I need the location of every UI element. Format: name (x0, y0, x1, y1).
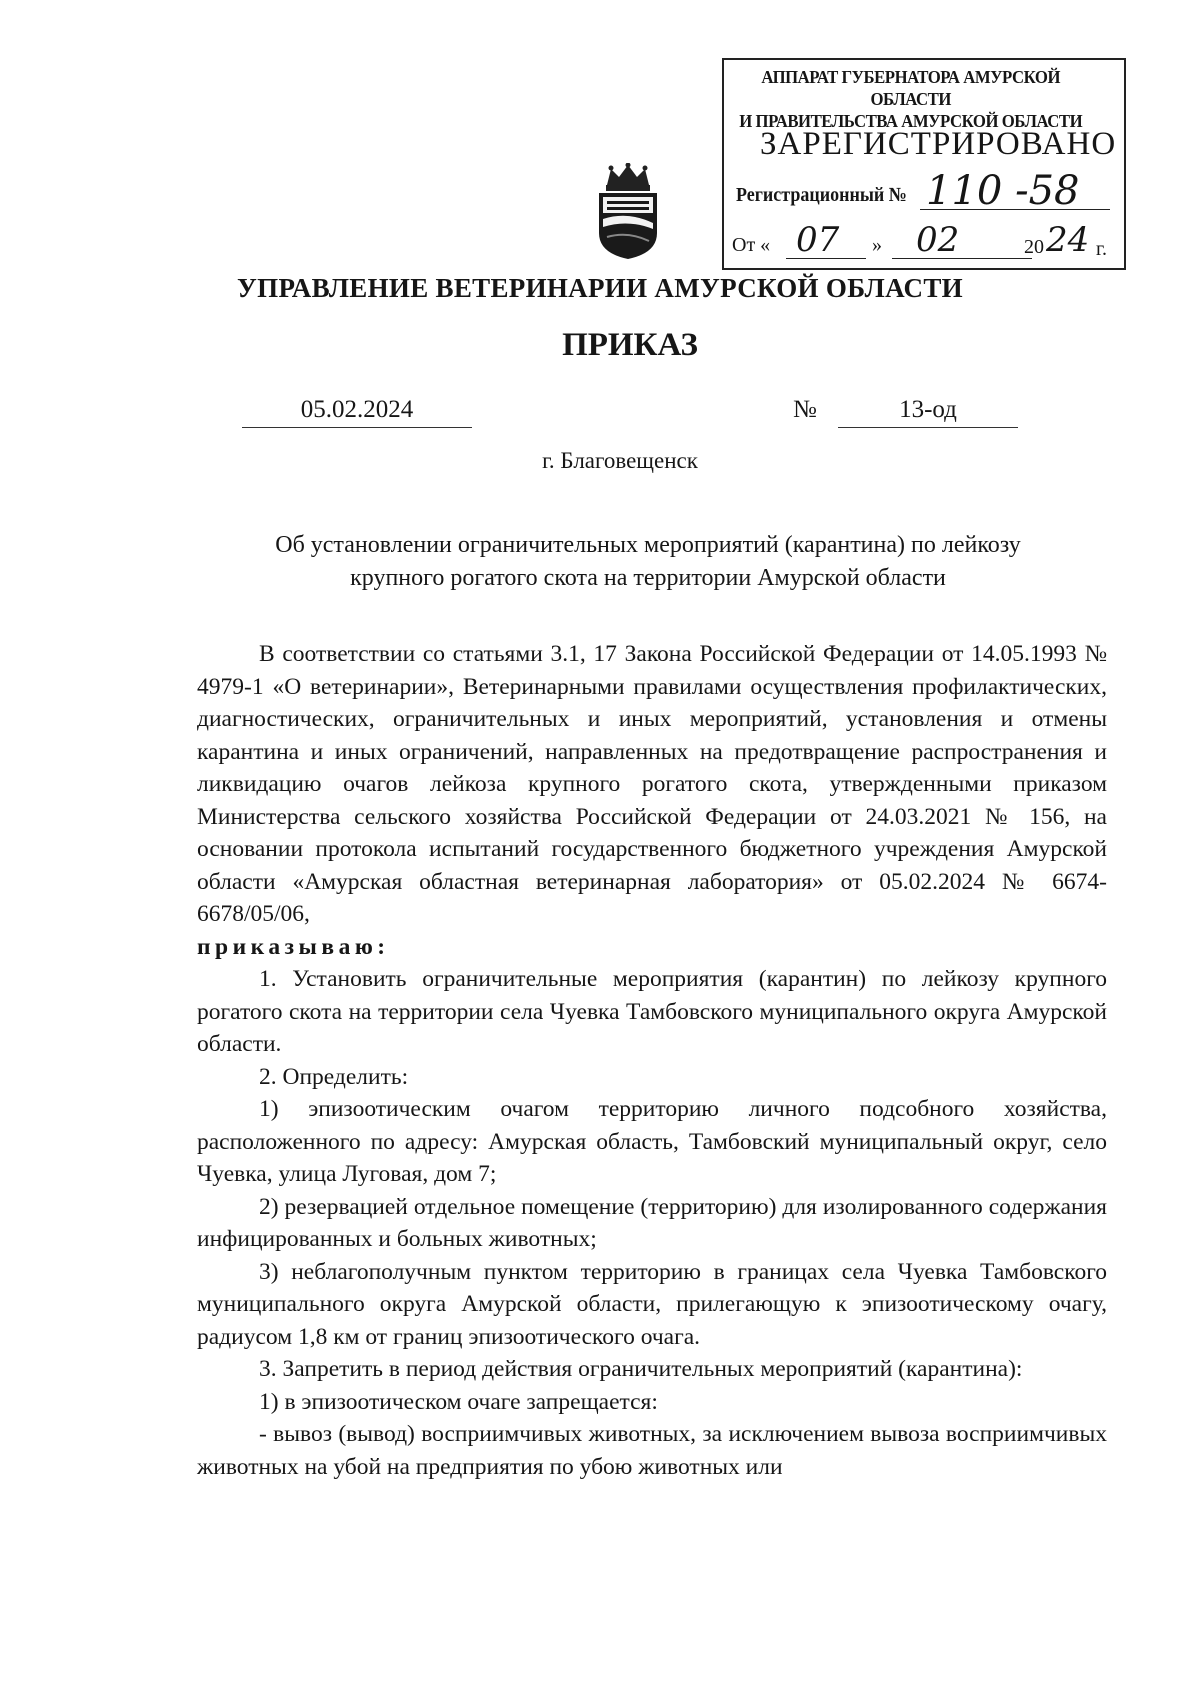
item-3-1-paragraph: 1) в эпизоотическом очаге запрещается: (259, 1388, 658, 1415)
stamp-month: 02 (916, 220, 960, 260)
order-subject (228, 529, 1068, 595)
item-3-1-a-paragraph: - вывоз (вывод) восприимчивых животных, за исключением вывоза восприимчивых животных на убой на предприятия по убою животных или (197, 1421, 1107, 1480)
stamp-year-suffix: 24 (1046, 220, 1090, 260)
item-2-1-paragraph: 1) эпизоотическим очагом территорию личного подсобного хозяйства, расположенного по адресу: Амурская область, Тамбовский муниципальный округ, село Чуевка, улица Луговая, дом 7; (197, 1096, 1107, 1187)
order-word: приказываю: (197, 933, 390, 960)
order-number: 13-од (838, 396, 1018, 428)
number-sign: № (793, 396, 817, 423)
item-1-paragraph: 1. Установить ограничительные мероприятия (карантин) по лейкозу крупного рогатого скота на территории села Чуевка Тамбовского муниципального округа Амурской области. (197, 966, 1107, 1057)
city: г. Благовещенск (542, 448, 698, 473)
order-body (197, 638, 1107, 1483)
item-2-2-paragraph: 2) резервацией отдельное помещение (территорию) для изолированного содержания инфицированных и больных животных; (197, 1193, 1107, 1252)
stamp-org-line-1: АППАРАТ ГУБЕРНАТОРА АМУРСКОЙ ОБЛАСТИ (761, 67, 1061, 109)
item-2-3-paragraph: 3) неблагополучным пунктом территорию в границах села Чуевка Тамбовского муниципального округа Амурской области, прилегающую к эпизоотическому очагу, радиусом 1,8 км от границ эпизоотического очага. (197, 1258, 1107, 1350)
stamp-registered-label: ЗАРЕГИСТРИРОВАНО (760, 126, 1117, 162)
stamp-from-label: От « (732, 234, 771, 256)
subject-line-2: крупного рогатого скота на территории Амурской области (350, 565, 946, 591)
stamp-org-line-2: И ПРАВИТЕЛЬСТВА АМУРСКОЙ ОБЛАСТИ (739, 111, 1083, 131)
stamp-reg-number: 110 -58 (926, 168, 1080, 214)
item-3-paragraph: 3. Запретить в период действия ограничительных мероприятий (карантина): (259, 1356, 1023, 1382)
stamp-reg-number-label: Регистрационный № (736, 184, 907, 206)
stamp-close-quote: » (872, 234, 882, 256)
stamp-organization (734, 66, 1087, 132)
stamp-year-prefix: 20 (1024, 236, 1044, 258)
preamble-paragraph: В соответствии со статьями 3.1, 17 Закона Российской Федерации от 14.05.1993 № 4979-1 «О ветеринарии», Ветеринарными правилами осуществления профилактических, диагностических, ограничительных и иных мероприятий, установления и отмены карантина и иных ограничений, направленных на предотвращение распространения и ликвидацию очагов лейкоза крупного рогатого скота, утвержденными приказом Министерства сельского хозяйства Российской Федерации от 24.03.2021 № 156, на основании протокола испытаний государственного бюджетного учреждения Амурской области «Амурская областная ветеринарная лаборатория» от 05.02.2024 № 6674-6678/05/06, (197, 641, 1107, 927)
subject-line-1: Об установлении ограничительных мероприятий (карантина) по лейкозу (275, 532, 1021, 558)
registration-stamp (722, 58, 1126, 270)
document-type: ПРИКАЗ (562, 327, 698, 363)
item-2-paragraph: 2. Определить: (259, 1063, 409, 1090)
stamp-year-unit: г. (1096, 238, 1107, 260)
stamp-day: 07 (796, 220, 840, 260)
amur-oblast-coat-of-arms-icon (593, 163, 663, 261)
agency-name: УПРАВЛЕНИЕ ВЕТЕРИНАРИИ АМУРСКОЙ ОБЛАСТИ (237, 273, 963, 303)
stamp-month-line (892, 258, 1032, 259)
order-date: 05.02.2024 (242, 396, 472, 428)
